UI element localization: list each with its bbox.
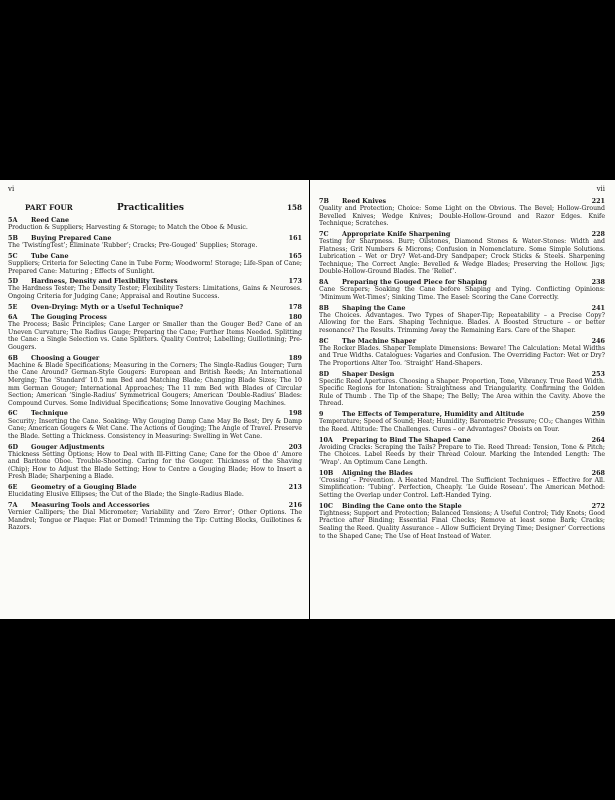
entry-code: 6D (8, 442, 18, 451)
entry-title: Binding the Cane onto the Staple (342, 501, 462, 510)
entry-code: 6A (8, 313, 18, 322)
entry-code: 10B (319, 468, 334, 477)
entry-page-number: 161 (288, 233, 302, 242)
toc-entry-heading (8, 483, 302, 491)
entry-page-number: 259 (591, 410, 605, 419)
toc-entries-left (8, 216, 302, 532)
toc-entry-heading (319, 197, 605, 205)
toc-entry-heading (319, 230, 605, 238)
entry-code: 6E (8, 483, 18, 492)
toc-entry (319, 502, 605, 540)
toc-entry-heading (8, 216, 302, 224)
toc-entry (8, 313, 302, 351)
toc-entry-heading (8, 234, 302, 242)
toc-entry (319, 436, 605, 467)
toc-entry (319, 469, 605, 500)
toc-entry (319, 337, 605, 368)
toc-entries-right (319, 197, 605, 540)
toc-entry-heading (319, 436, 605, 444)
part-label: PART FOUR (25, 203, 73, 212)
toc-entry-heading (8, 252, 302, 260)
entry-description: Specific Reed Apertures. Choosing a Shaper. Proportion, Tone, Vibrancy. True Reed Width. Specific Regions for Intonation: Straightness and Triangularity. Confirming the Golden Rule of Thumb . The Tip of the Shape; The Belly; The Area within the Cavity. Above the Thread. (319, 377, 605, 408)
entry-page-number: 180 (288, 313, 302, 322)
entry-code: 8B (319, 303, 329, 312)
entry-title: Shaper Design (342, 369, 395, 378)
entry-title: Oven-Drying: Myth or a Useful Technique? (31, 302, 184, 311)
toc-entry (8, 354, 302, 407)
entry-code: 7C (319, 230, 329, 239)
entry-description: The Rocker Blades. Shaper Template Dimensions: Beware! The Calculation: Metal Widths and True Widths. Catalogues: Vagaries and Confusion. The Overriding Factor: Wet or Dry? The Proportions Alter Too. ‘Straight’ Hand-Shapers. (319, 344, 605, 367)
entry-code: 7B (319, 197, 329, 205)
entry-page-number: 238 (591, 278, 605, 287)
entry-description: Production & Suppliers; Harvesting & Storage; to Match the Oboe & Music. (8, 224, 248, 232)
entry-page-number: 228 (591, 230, 605, 239)
entry-page-number: 268 (591, 468, 605, 477)
entry-title: The Gouging Process (31, 313, 107, 322)
entry-code: 5D (8, 277, 18, 286)
entry-description: Suppliers; Criteria for Selecting Cane in Tube Form; Woodworm! Storage; Life-Span of Cane; Prepared Cane: Maturing ; Effects of Sunlight. (8, 259, 302, 275)
page-numeral: vii (596, 185, 605, 193)
entry-title: The Effects of Temperature, Humidity and Altitude (342, 410, 525, 419)
toc-entry (319, 304, 605, 335)
entry-page-number: 213 (288, 483, 302, 492)
entry-title: Measuring Tools and Accessories (31, 501, 150, 510)
toc-entry (319, 370, 605, 408)
entry-title: Tube Cane (31, 251, 69, 260)
toc-entry-heading (319, 370, 605, 378)
toc-entry (319, 278, 605, 301)
entry-code: 9 (319, 410, 324, 419)
entry-page-number: 272 (591, 501, 605, 510)
entry-title: Preparing to Bind The Shaped Cane (342, 435, 471, 444)
entry-description: Elucidating Elusive Ellipses; the Cut of the Blade; the Single-Radius Blade. (8, 491, 244, 499)
entry-description: Tightness; Support and Protection; Balanced Tensions; A Useful Control; Tidy Knots; Good Practice after Binding; Essential Final Checks; Remove at least some Bark; Cracks; Sealing the Reed. Quality Assurance – Allow Sufficient Drying Time; Designer’ Corrections to the Shaped Cane; The Use of Heat Instead of Water. (319, 509, 605, 540)
entry-page-number: 221 (591, 197, 605, 205)
toc-entry (8, 409, 302, 440)
entry-description: The ‘TwistingTest’; Eliminate ‘Rubber’; Cracks; Pre-Gouged’ Supplies; Storage. (8, 242, 258, 250)
toc-entry (319, 410, 605, 433)
entry-page-number: 198 (288, 409, 302, 418)
entry-description: The Process; Basic Principles; Cane Larger or Smaller than the Gouger Bed? Cane of an Uneven Curvature; The Radius Gauge; Preparing the Cane; Further Items Needed. Splitting the Cane: a Single Selection vs. Cane Splitters. Quality Control; Labelling; Guillotining; Pre-Gougers. (8, 321, 302, 351)
entry-code: 6C (8, 409, 18, 418)
toc-entry-heading (319, 469, 605, 477)
toc-entry-heading (319, 278, 605, 286)
entry-description: Security; Inserting the Cane. Soaking: Why Gouging Damp Cane May Be Best; Dry & Damp Cane; American Gougers & Wet Cane. The Actions of Gouging; The Angle of Travel. Preserve the Blade. Setting a Thickness. Consistency in Measuring: Swelling in Wet Cane. (8, 417, 302, 440)
entry-page-number: 203 (288, 442, 302, 451)
entry-page-number: 246 (591, 336, 605, 345)
toc-entry-heading (8, 443, 302, 451)
entry-code: 5B (8, 233, 18, 242)
entry-title: Shaping the Cane (342, 303, 406, 312)
entry-page-number: 241 (591, 303, 605, 312)
entry-description: Cane Scrapers; Soaking the Cane before Shaping and Tying. Conflicting Opinions: ‘Minimum Wet-Times’; Sinking Time. The Easel: Scoring the Cane Correctly. (319, 286, 605, 301)
entry-title: Appropriate Knife Sharpening (342, 230, 451, 239)
entry-title: Aligning the Blades (342, 468, 413, 477)
entry-description: Avoiding Cracks: Scraping the Tails? Prepare to Tie. Reed Thread: Tension, Tone & Pitch; The Choices. Label Reeds by their Thread Colour. Marking the Intended Length: The ‘Wrap’. An Optimum Cane Length. (319, 443, 605, 466)
entry-title: Buying Prepared Cane (31, 233, 112, 242)
entry-description: The Choices. Advantages. Two Types of Shaper-Tip; Repeatability – a Precise Copy? Allowing for the Ears. Shaping Technique. Blades. A Boosted Structure – or better resonance? The Results. Trimming Away the Remaining Ears. Care of the Shaper. (319, 311, 605, 334)
toc-entry-heading (319, 337, 605, 345)
entry-title: Reed Cane (31, 216, 70, 224)
entry-title: The Machine Shaper (342, 336, 417, 345)
toc-entry-heading (319, 410, 605, 418)
entry-description: Temperature; Speed of Sound; Heat; Humidity; Barometric Pressure; CO₂; Changes Within the Reed. Altitude: The Challenges. Cures – or Advantages? Oboists on Tour. (319, 418, 605, 433)
entry-page-number: 165 (288, 251, 302, 260)
entry-code: 8A (319, 278, 329, 287)
part-heading (8, 203, 302, 213)
entry-code: 10A (319, 435, 333, 444)
entry-description: The Hardness Tester; The Density Tester; Flexibility Testers: Limitations, Gains & Neuroses. Ongoing Criteria for Judging Cane; Appraisal and Routine Success. (8, 285, 302, 300)
toc-entry-heading (8, 313, 302, 321)
toc-entry-heading (319, 502, 605, 510)
entry-code: 10C (319, 501, 333, 510)
toc-entry (8, 216, 302, 232)
entry-code: 7A (8, 501, 18, 510)
entry-title: Geometry of a Gouging Blade (31, 483, 137, 492)
entry-title: Choosing a Gouger (31, 353, 100, 362)
toc-entry (319, 197, 605, 228)
entry-code: 5A (8, 216, 18, 224)
entry-page-number: 189 (288, 353, 302, 362)
toc-entry (319, 230, 605, 276)
entry-title: Gouger Adjustments (31, 442, 105, 451)
part-page-number: 158 (286, 203, 302, 212)
toc-entry-heading (8, 277, 302, 285)
entry-description: Quality and Protection; Choice: Some Light on the Obvious. The Bevel; Hollow-Ground Bevelled Knives; Wedge Knives; Double-Hollow-Ground and Razor Edges. Knife Technique; Scratches. (319, 205, 605, 228)
entry-page-number: 216 (288, 501, 302, 510)
entry-code: 5E (8, 302, 18, 311)
toc-entry (8, 303, 302, 311)
toc-entry-heading (8, 501, 302, 509)
toc-entry (8, 483, 302, 499)
toc-entry (8, 277, 302, 300)
entry-code: 6B (8, 353, 18, 362)
entry-description: Thickness Setting Options; How to Deal with Ill-Fitting Cane; Cane for the Oboe d’ Amore and Baritone Oboe. Trouble-Shooting. Caring for the Gouger. Thickness of the Shaving (Chip); How to Adjust the Blade Setting; How to Centre a Gouging Blade; How to Insert a Fresh Blade; Sharpening a Blade. (8, 450, 302, 481)
entry-description: Testing for Sharpness. Burr; Oilstones, Diamond Stones & Water-Stones: Width and Flatness; Grit Numbers & Microns; Confusion in Nomenclature. Some Simple Solutions. Lubrication – Wet or Dry? Wet-and-Dry Sandpaper; Crock Sticks & Steels. Sharpening Technique; The Correct Angle: Bevelled & Wedge Blades; Preserving the Hollow. Jigs; Double-Hollow-Ground Blades. The ‘Relief’. (319, 238, 605, 276)
entry-description: ‘Crossing’ – Prevention. A Heated Mandrel. The Sufficient Techniques – Effective for All. Simplification: ‘Tubing’. Perfection, Cheaply. ‘Le Guide Roseau’. The American Method: Setting the Overlap under Control. Left-Handed Tying. (319, 476, 605, 499)
entry-code: 5C (8, 251, 18, 260)
entry-title: Preparing the Gouged Piece for Shaping (342, 278, 487, 287)
toc-entry-heading (8, 303, 302, 311)
entry-description: Vernier Callipers; the Dial Micrometer; Variability and ‘Zero Error’; Other Options. The Mandrel; Tongue or Plaque: Flat or Domed! Trimming the Tip: Cutting Blocks, Guillotines & Razors. (8, 509, 302, 532)
toc-entry (8, 252, 302, 275)
toc-entry (8, 501, 302, 532)
entry-title: Reed Knives (342, 197, 387, 205)
right-page (310, 180, 615, 619)
entry-code: 8C (319, 336, 329, 345)
part-title: Practicalities (117, 203, 184, 213)
toc-entry-heading (8, 354, 302, 362)
entry-title: Hardness, Density and Flexibility Testers (31, 277, 178, 286)
entry-page-number: 253 (591, 369, 605, 378)
entry-description: Machine & Blade Specifications; Measuring in the Corners; The Single-Radius Gouger; Turn the Cane Around? German-Style Gougers: European and British Reeds; An International Merging; The ‘Standard’ 10.5 mm Bed and Matching Blade; Changing Blade Sizes; The 10 mm German Gouger; International Approaches; The 11 mm Bed with Blades of Circular Section; American ‘Single-Radius’ Symmetrical Gougers; American ‘Double-Radius’ Blades: Compound Curves. Some Individual Specifications; Some Innovative Gouging Machines. (8, 361, 302, 407)
entry-title: Technique (31, 409, 68, 418)
entry-code: 8D (319, 369, 329, 378)
page-numeral: vi (8, 185, 15, 193)
toc-entry-heading (8, 409, 302, 417)
entry-page-number: 264 (591, 435, 605, 444)
toc-entry (8, 443, 302, 481)
entry-page-number: 178 (288, 302, 302, 311)
toc-entry (8, 234, 302, 250)
left-page (0, 180, 309, 619)
toc-entry-heading (319, 304, 605, 312)
entry-page-number: 173 (288, 277, 302, 286)
